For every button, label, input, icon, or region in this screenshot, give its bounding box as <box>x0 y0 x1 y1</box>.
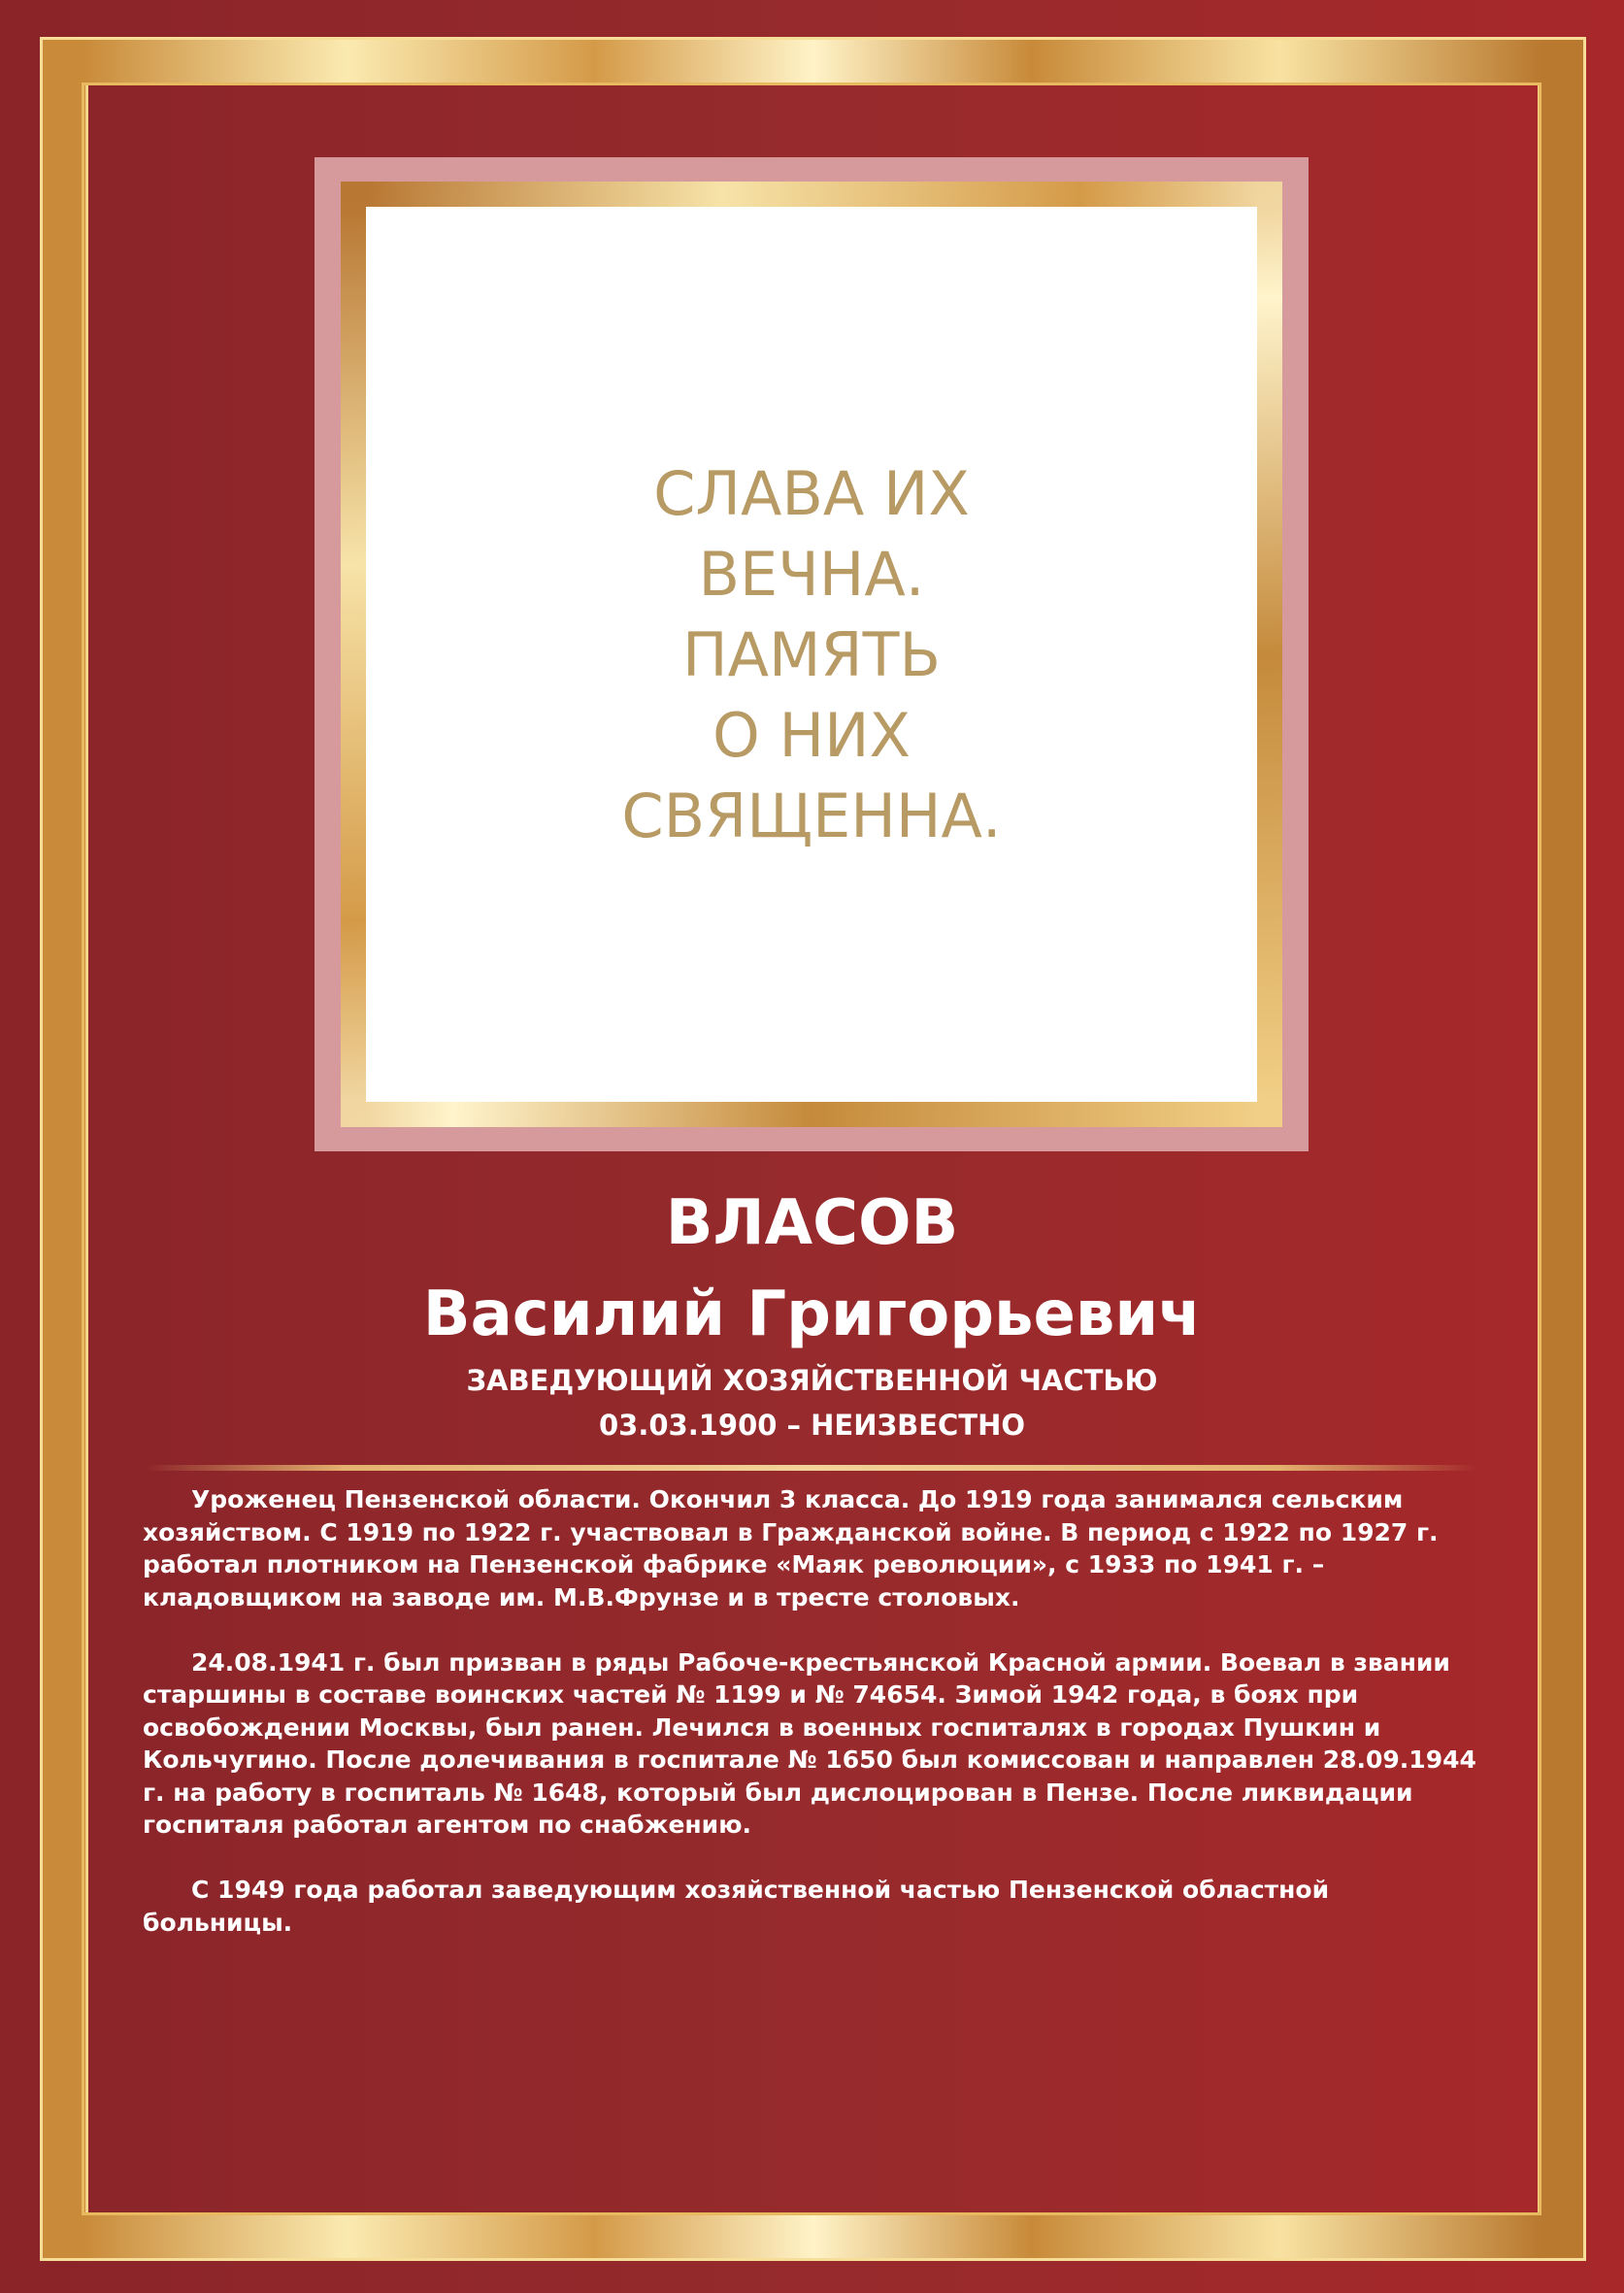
memorial-line: О НИХ <box>713 699 911 771</box>
biography-paragraph: Уроженец Пензенской области. Окончил 3 класса. До 1919 года занимался сельским хозяйством. С 1919 по 1922 г. участвовал в Гражданской войне. В период с 1922 по 1927 г. работал плотником на Пензенской фабрике «Маяк революции», с 1933 по 1941 г. – кладовщиком на заводе им. М.В.Фрунзе и в тресте столовых. <box>143 1485 1439 1612</box>
memorial-line: ВЕЧНА. <box>698 538 925 610</box>
biography-text <box>143 1483 1480 1972</box>
photo-placeholder <box>366 207 1257 1102</box>
biography-paragraph: 24.08.1941 г. был призван в ряды Рабоче-крестьянской Красной армии. Воевал в звании старшины в составе воинских частей № 1199 и № 74654. Зимой 1942 года, в боях при освобождении Москвы, был ранен. Лечился в военных госпиталях в городах Пушкин и Кольчугино. После долечивания в госпитале № 1650 был комиссован и направлен 28.09.1944 г. на работу в госпиталь № 1648, который был дислоцирован в Пензе. После ликвидации госпиталя работал агентом по снабжению. <box>143 1647 1476 1839</box>
memorial-inscription <box>621 453 1001 856</box>
biography-paragraph: С 1949 года работал заведующим хозяйственной частью Пензенской областной больницы. <box>143 1876 1330 1937</box>
gold-divider <box>146 1465 1477 1471</box>
memorial-line: СВЯЩЕННА. <box>621 780 1002 851</box>
person-surname: ВЛАСОВ <box>665 1187 959 1259</box>
memorial-line: ПАМЯТЬ <box>681 618 941 690</box>
person-position: ЗАВЕДУЮЩИЙ ХОЗЯЙСТВЕННОЙ ЧАСТЬЮ <box>466 1364 1158 1397</box>
person-given-names: Василий Григорьевич <box>422 1279 1202 1350</box>
memorial-line: СЛАВА ИХ <box>653 457 970 529</box>
person-life-dates: 03.03.1900 – НЕИЗВЕСТНО <box>598 1409 1025 1442</box>
